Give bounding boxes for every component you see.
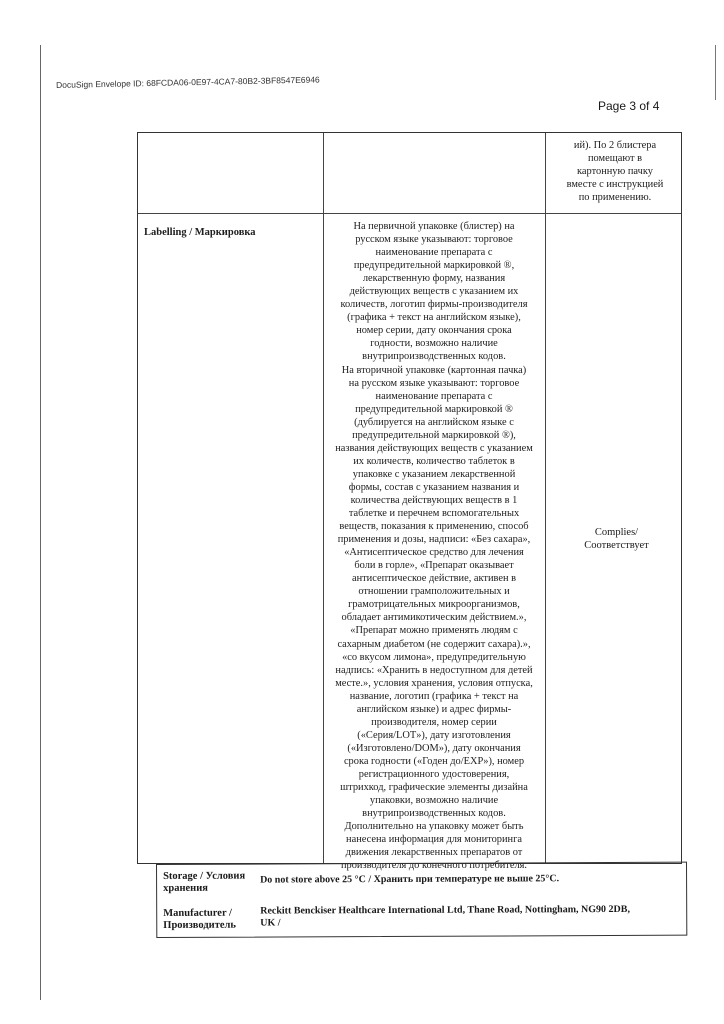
description-line: наименование препарата с (375, 247, 493, 259)
description-line: предупредительной маркировкой ®), (352, 429, 516, 441)
specification-table (137, 132, 682, 872)
labelling-label: Labelling / Маркировка (144, 227, 256, 238)
description-line: предупредительной маркировкой ® (355, 403, 513, 415)
manufacturer-row (157, 900, 686, 938)
description-line: номер серии, дату окончания срока (356, 325, 512, 337)
description-line: движения лекарственных препаратов от (345, 847, 523, 859)
top-row-packaging-cell (552, 139, 678, 204)
description-line: таблетке и перечнем вспомогательных (348, 508, 520, 520)
description-line: На первичной упаковке (блистер) на (353, 221, 515, 232)
status-line: Соответствует (584, 540, 649, 551)
description-line: годности, возможно наличие (370, 338, 498, 350)
description-line: применения и дозы, надписи: «Без сахара», (337, 534, 531, 546)
text-line: вместе с инструкцией (566, 179, 664, 191)
description-line: действующих веществ с указанием их (349, 286, 519, 298)
description-line: (дублируется на английском языке с (354, 416, 514, 428)
description-line: месте.», условия хранения, условия отпуска, (335, 677, 533, 689)
description-line: их количеств, количество таблеток в (353, 455, 515, 467)
storage-manufacturer-table (156, 862, 687, 938)
page-number: Page 3 of 4 (598, 99, 660, 113)
page-right-rule (715, 45, 716, 100)
description-line: На вторичной упаковке (картонная пачка) (341, 364, 527, 376)
description-line: названия действующих веществ с указанием (335, 442, 533, 454)
description-line: боли в горле», «Препарат оказывает (354, 560, 514, 572)
labelling-status (553, 526, 680, 552)
page-left-rule (40, 45, 41, 1000)
description-line: упаковке с указанием лекарственной (352, 468, 516, 480)
description-line: производителя до конечного потребителя. (340, 860, 528, 872)
description-line: нанесена информация для мониторинга (346, 834, 522, 846)
column-divider-2 (545, 133, 546, 863)
description-line: отношении грамположительных и (358, 586, 510, 598)
description-line: надпись: «Хранить в недоступном для детей (335, 664, 533, 676)
description-line: предупредительной маркировкой ®, (353, 260, 515, 272)
description-line: обладает антимикотическим действием.», (341, 612, 527, 624)
description-line: «Антисептическое средство для лечения (344, 547, 524, 559)
text-line: помещают в (587, 153, 643, 165)
description-line: срока годности («Годен до/EXP»), номер (343, 755, 525, 767)
label-line: Storage / Условия (163, 870, 246, 882)
description-line: русском языке указывают: торговое (355, 234, 513, 246)
column-divider-1 (323, 133, 324, 863)
text-line: по применению. (578, 192, 652, 204)
description-line: веществ, показания к применению, способ (339, 521, 529, 533)
description-line: на русском языке указывают: торговое (348, 377, 520, 389)
description-line: формы, состав с указанием названия и (348, 481, 520, 493)
row-divider (138, 213, 681, 214)
description-line: сахарным диабетом (не содержит сахара).», (337, 638, 531, 650)
description-line: («Серия/LOT»), дату изготовления (357, 729, 511, 741)
description-line: упаковки, возможно наличие (369, 795, 499, 807)
manufacturer-value (260, 904, 630, 930)
description-line: штрихкод, графические элементы дизайна (340, 782, 528, 794)
description-line: количеств, логотип фирмы-производителя (340, 299, 528, 311)
description-line: (графика + текст на английском языке), (347, 312, 521, 324)
storage-row (157, 863, 686, 902)
description-line: («Изготовлено/DOM»), дату окончания (347, 742, 521, 754)
description-line: регистрационного удостоверения, (358, 768, 510, 780)
description-line: лекарственную форму, названия (362, 273, 506, 285)
description-line: антисептическое действие, активен в (351, 573, 517, 585)
description-line: название, логотип (графика + текст на (349, 690, 519, 702)
description-line: наименование препарата с (375, 390, 493, 402)
description-line: внутрипроизводственных кодов. (362, 351, 506, 363)
text-line: картонную пачку (577, 166, 653, 178)
label-line: Manufacturer / (163, 907, 232, 919)
label-line: Производитель (163, 919, 236, 931)
label-line: хранения (163, 882, 208, 894)
storage-label (163, 871, 245, 895)
text-line: ий). По 2 блистера (573, 140, 657, 151)
status-line: Complies/ (594, 527, 639, 538)
description-line: грамотрицательных микроорганизмов, (348, 599, 520, 611)
labelling-description (327, 220, 541, 872)
description-line: внутрипроизводственных кодов. (362, 808, 506, 820)
storage-value: Do not store above 25 °C / Хранить при температуре не выше 25°C. (260, 873, 560, 886)
description-line: «Препарат можно применять людям с (350, 625, 518, 637)
manufacturer-label (163, 908, 236, 932)
description-line: «со вкусом лимона», предупредительную (342, 651, 526, 663)
description-line: Дополнительно на упаковку может быть (344, 821, 524, 833)
description-line: производителя, номер серии (371, 716, 497, 728)
description-line: английском языке) и адрес фирмы- (356, 703, 512, 715)
docusign-envelope-id: DocuSign Envelope ID: 68FCDA06-0E97-4CA7-80B2-3BF8547E6946 (56, 74, 320, 90)
value-line: UK / (260, 917, 281, 929)
description-line: количества действующих веществ в 1 (350, 494, 518, 506)
value-line: Reckitt Benckiser Healthcare International Ltd, Thane Road, Nottingham, NG90 2DB, (260, 903, 630, 917)
